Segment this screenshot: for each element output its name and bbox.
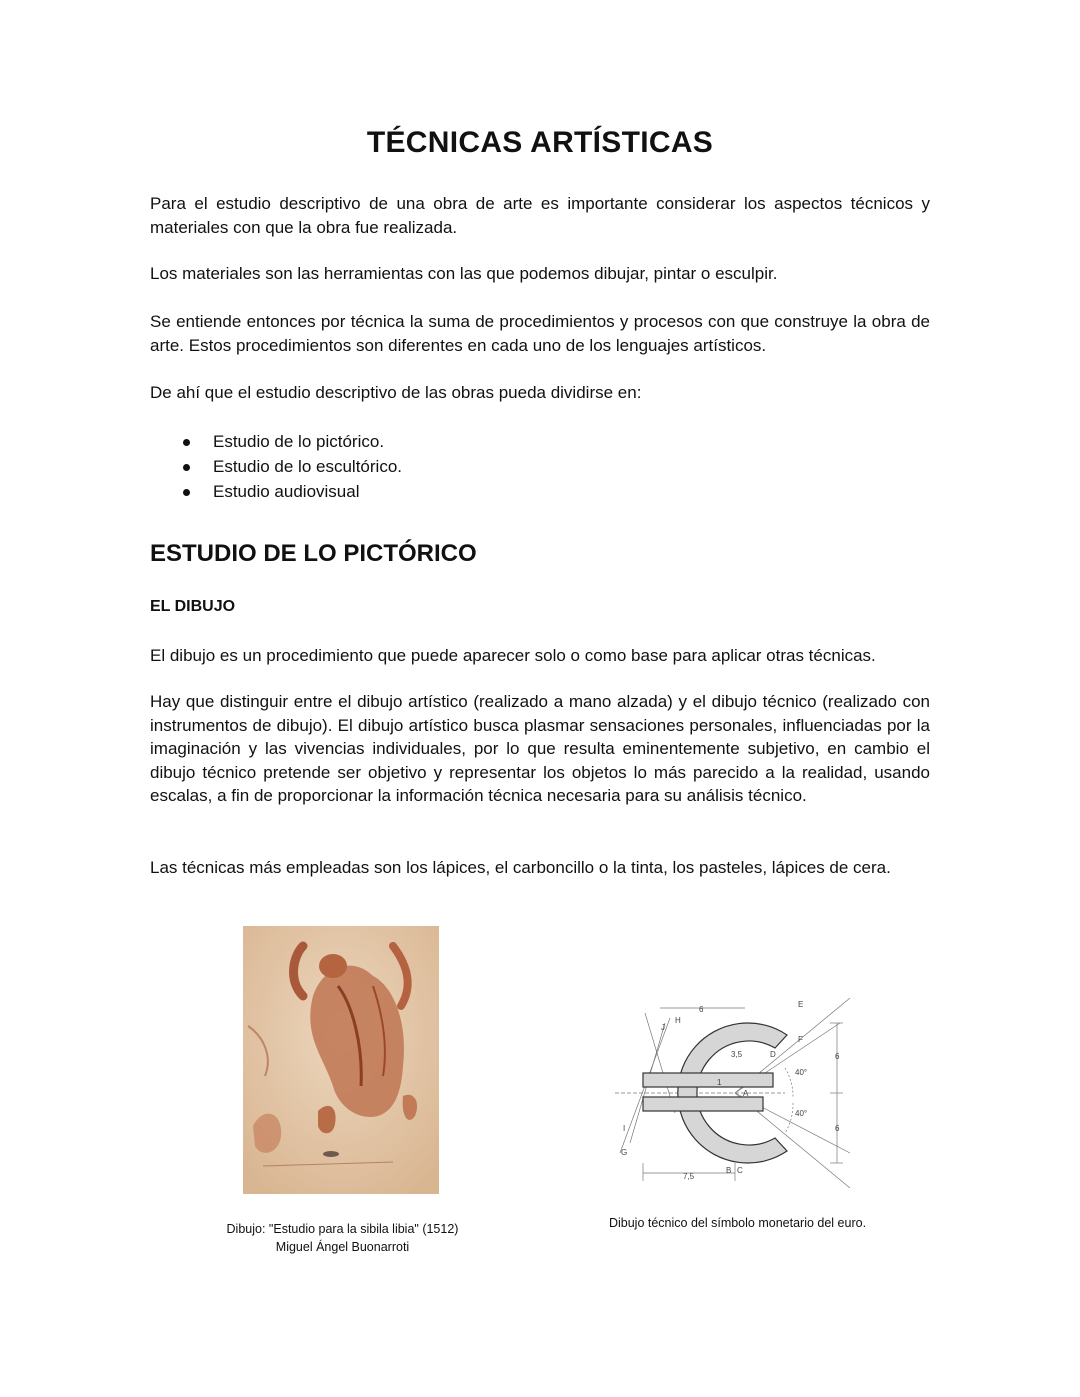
label-h: H — [675, 1016, 681, 1025]
label-d: D — [770, 1050, 776, 1059]
right-figure-caption: Dibujo técnico del símbolo monetario del euro. — [608, 1216, 867, 1230]
subsection-heading: EL DIBUJO — [150, 598, 236, 615]
study-list — [150, 430, 402, 504]
caption-line-1: Dibujo: "Estudio para la sibila libia" (1512) — [226, 1222, 459, 1236]
list-item: Estudio de lo escultórico. — [150, 455, 402, 480]
label-e: E — [798, 1000, 804, 1009]
intro-paragraph-4: De ahí que el estudio descriptivo de las obras pueda dividirse en: — [150, 383, 642, 402]
intro-paragraph-2: Los materiales son las herramientas con las que podemos dibujar, pintar o esculpir. — [150, 264, 778, 283]
euro-diagram — [615, 993, 860, 1193]
dibujo-paragraph-1: El dibujo es un procedimiento que puede aparecer solo o como base para aplicar otras técnicas. — [150, 646, 876, 665]
intro-paragraph-3: Se entiende entonces por técnica la suma de procedimientos y procesos con que construye la obra de arte. Estos procedimientos son diferentes en cada uno de los lenguajes artísticos. — [150, 312, 930, 355]
label-g: G — [621, 1148, 628, 1157]
angle-40-lower: 40° — [795, 1109, 808, 1118]
dim-6-upper: 6 — [835, 1052, 840, 1061]
sibyl-sketch-image — [243, 926, 439, 1194]
dibujo-paragraph-3: Las técnicas más empleadas son los lápices, el carboncillo o la tinta, los pasteles, lápices de cera. — [150, 858, 891, 877]
left-figure-caption — [205, 1220, 480, 1256]
dim-7-5: 7,5 — [683, 1172, 695, 1181]
angle-40-upper: 40° — [795, 1068, 808, 1077]
page-title: TÉCNICAS ARTÍSTICAS — [366, 126, 714, 159]
label-j: J — [661, 1023, 665, 1032]
label-c: C — [737, 1166, 743, 1175]
dim-1: 1 — [717, 1078, 722, 1087]
label-f: F — [798, 1035, 803, 1044]
intro-paragraph-1: Para el estudio descriptivo de una obra de arte es importante considerar los aspectos técnicos y materiales con que la obra fue realizada. — [150, 194, 930, 237]
list-item: Estudio de lo pictórico. — [150, 430, 402, 455]
dibujo-paragraph-2: Hay que distinguir entre el dibujo artístico (realizado a mano alzada) y el dibujo técnico (realizado con instrumentos de dibujo). El dibujo artístico busca plasmar sensaciones personales, influenciadas por la imaginación y las vivencias individuales, por lo que resulta eminentemente subjetivo, en cambio el dibujo técnico pretende ser objetivo y representar los objetos lo más parecido a la realidad, usando escalas, a fin de proporcionar la información técnica necesaria para su análisis técnico. — [150, 692, 930, 806]
dim-6-top: 6 — [699, 1005, 704, 1014]
dim-3-5: 3,5 — [731, 1050, 743, 1059]
section-heading: ESTUDIO DE LO PICTÓRICO — [150, 540, 477, 567]
label-a: A — [743, 1089, 749, 1098]
label-b: B — [726, 1166, 732, 1175]
label-i: I — [623, 1124, 626, 1133]
dim-6-lower: 6 — [835, 1124, 840, 1133]
list-item: Estudio audiovisual — [150, 480, 402, 505]
caption-line-2: Miguel Ángel Buonarroti — [275, 1240, 410, 1254]
